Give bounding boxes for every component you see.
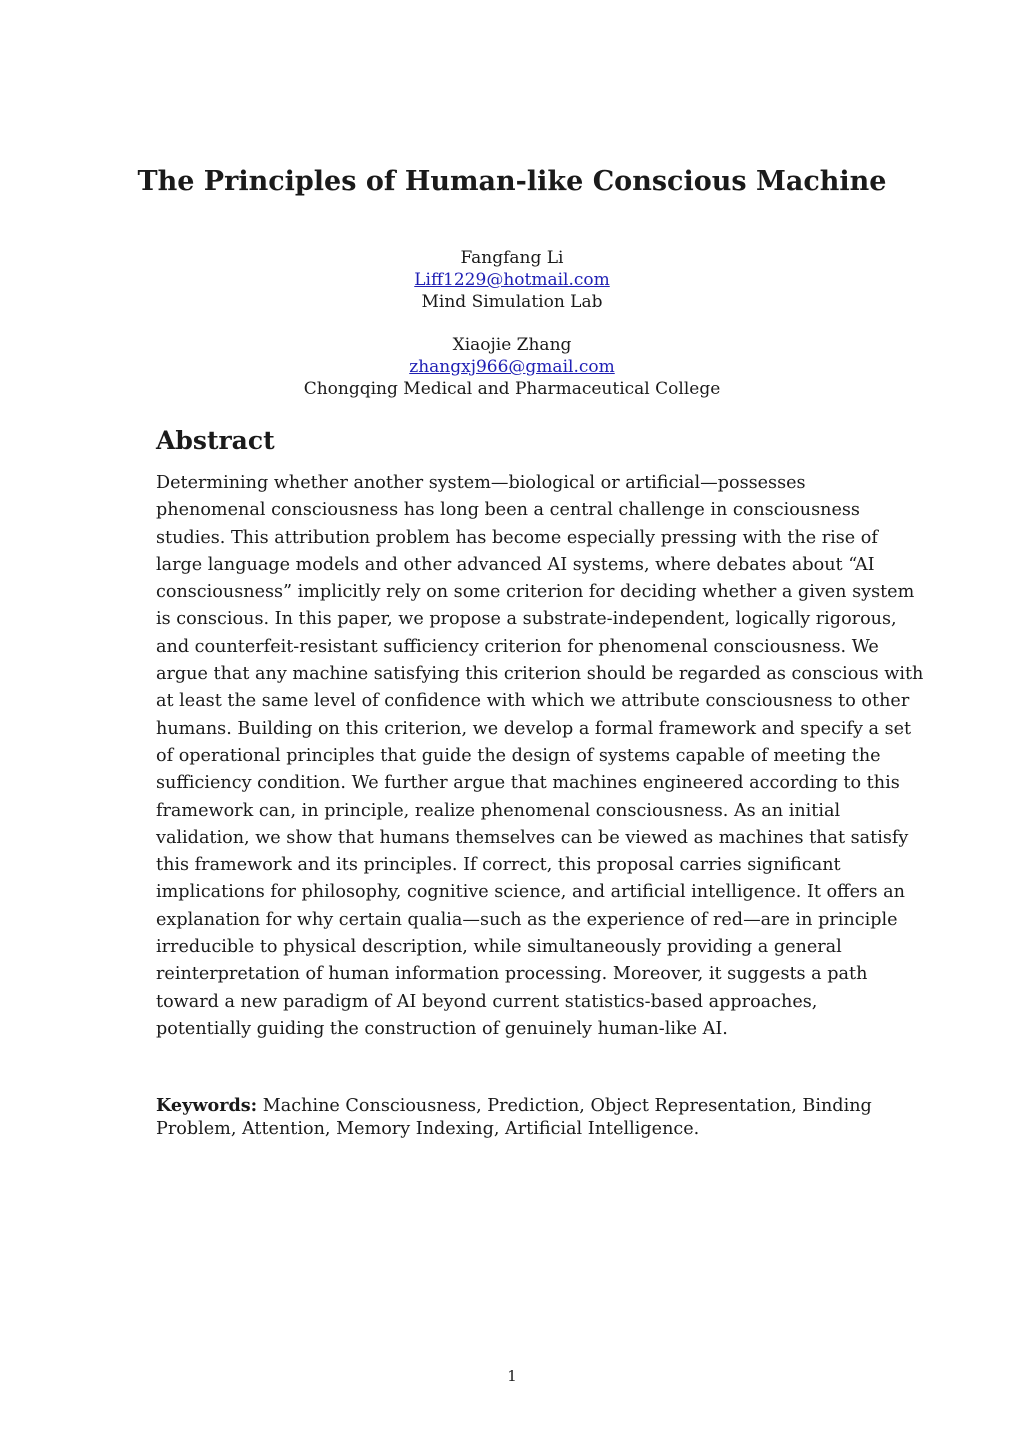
abstract-line: at least the same level of confidence with which we attribute consciousness to other	[156, 691, 910, 712]
abstract-line: irreducible to physical description, while simultaneously providing a general	[156, 937, 842, 958]
paper-title: The Principles of Human-like Conscious Machine	[137, 166, 887, 197]
author-name: Xiaojie Zhang	[452, 335, 572, 355]
author-email-link[interactable]: Liff1229@hotmail.com	[414, 270, 610, 290]
abstract-line: validation, we show that humans themselves can be viewed as machines that satisfy	[156, 827, 909, 848]
keywords-text: Machine Consciousness, Prediction, Object Representation, Binding	[257, 1096, 872, 1116]
author-affiliation: Mind Simulation Lab	[421, 292, 603, 312]
abstract-line: large language models and other advanced AI systems, where debates about “AI	[156, 554, 875, 575]
author-name: Fangfang Li	[460, 248, 564, 268]
author-affiliation: Chongqing Medical and Pharmaceutical College	[303, 379, 721, 399]
abstract-line: and counterfeit-resistant sufficiency criterion for phenomenal consciousness. We	[156, 636, 879, 657]
abstract-line: humans. Building on this criterion, we develop a formal framework and specify a set	[156, 718, 912, 739]
keywords	[156, 1094, 872, 1141]
abstract-line: toward a new paradigm of AI beyond current statistics-based approaches,	[156, 991, 818, 1012]
author-email-link[interactable]: zhangxj966@gmail.com	[409, 357, 615, 377]
abstract-line: Determining whether another system—biological or artificial—possesses	[156, 473, 806, 493]
abstract-line: sufficiency condition. We further argue that machines engineered according to this	[156, 773, 900, 794]
keywords-label: Keywords:	[156, 1095, 258, 1116]
keywords-text: Problem, Attention, Memory Indexing, Artificial Intelligence.	[156, 1119, 700, 1139]
author-block-1	[0, 247, 1024, 313]
abstract-line: is conscious. In this paper, we propose a substrate-independent, logically rigorous,	[156, 609, 897, 630]
abstract-line: potentially guiding the construction of genuinely human-like AI.	[156, 1018, 728, 1039]
abstract-line: argue that any machine satisfying this criterion should be regarded as conscious with	[156, 664, 924, 685]
abstract-line: studies. This attribution problem has become especially pressing with the rise of	[156, 527, 878, 548]
author-block-2	[0, 334, 1024, 400]
abstract-line: of operational principles that guide the design of systems capable of meeting the	[156, 745, 881, 766]
abstract-line: framework can, in principle, realize phenomenal consciousness. As an initial	[156, 800, 841, 821]
abstract-heading: Abstract	[156, 426, 275, 455]
abstract-line: implications for philosophy, cognitive science, and artificial intelligence. It offers an	[156, 882, 905, 903]
abstract-line: consciousness” implicitly rely on some criterion for deciding whether a given system	[156, 582, 915, 603]
page-number: 1	[507, 1367, 517, 1385]
abstract-line: this framework and its principles. If correct, this proposal carries significant	[156, 855, 841, 876]
abstract-line: reinterpretation of human information processing. Moreover, it suggests a path	[156, 964, 868, 985]
abstract-line: explanation for why certain qualia—such as the experience of red—are in principle	[156, 909, 898, 930]
abstract-body	[156, 470, 924, 1043]
abstract-line: phenomenal consciousness has long been a central challenge in consciousness	[156, 500, 860, 521]
